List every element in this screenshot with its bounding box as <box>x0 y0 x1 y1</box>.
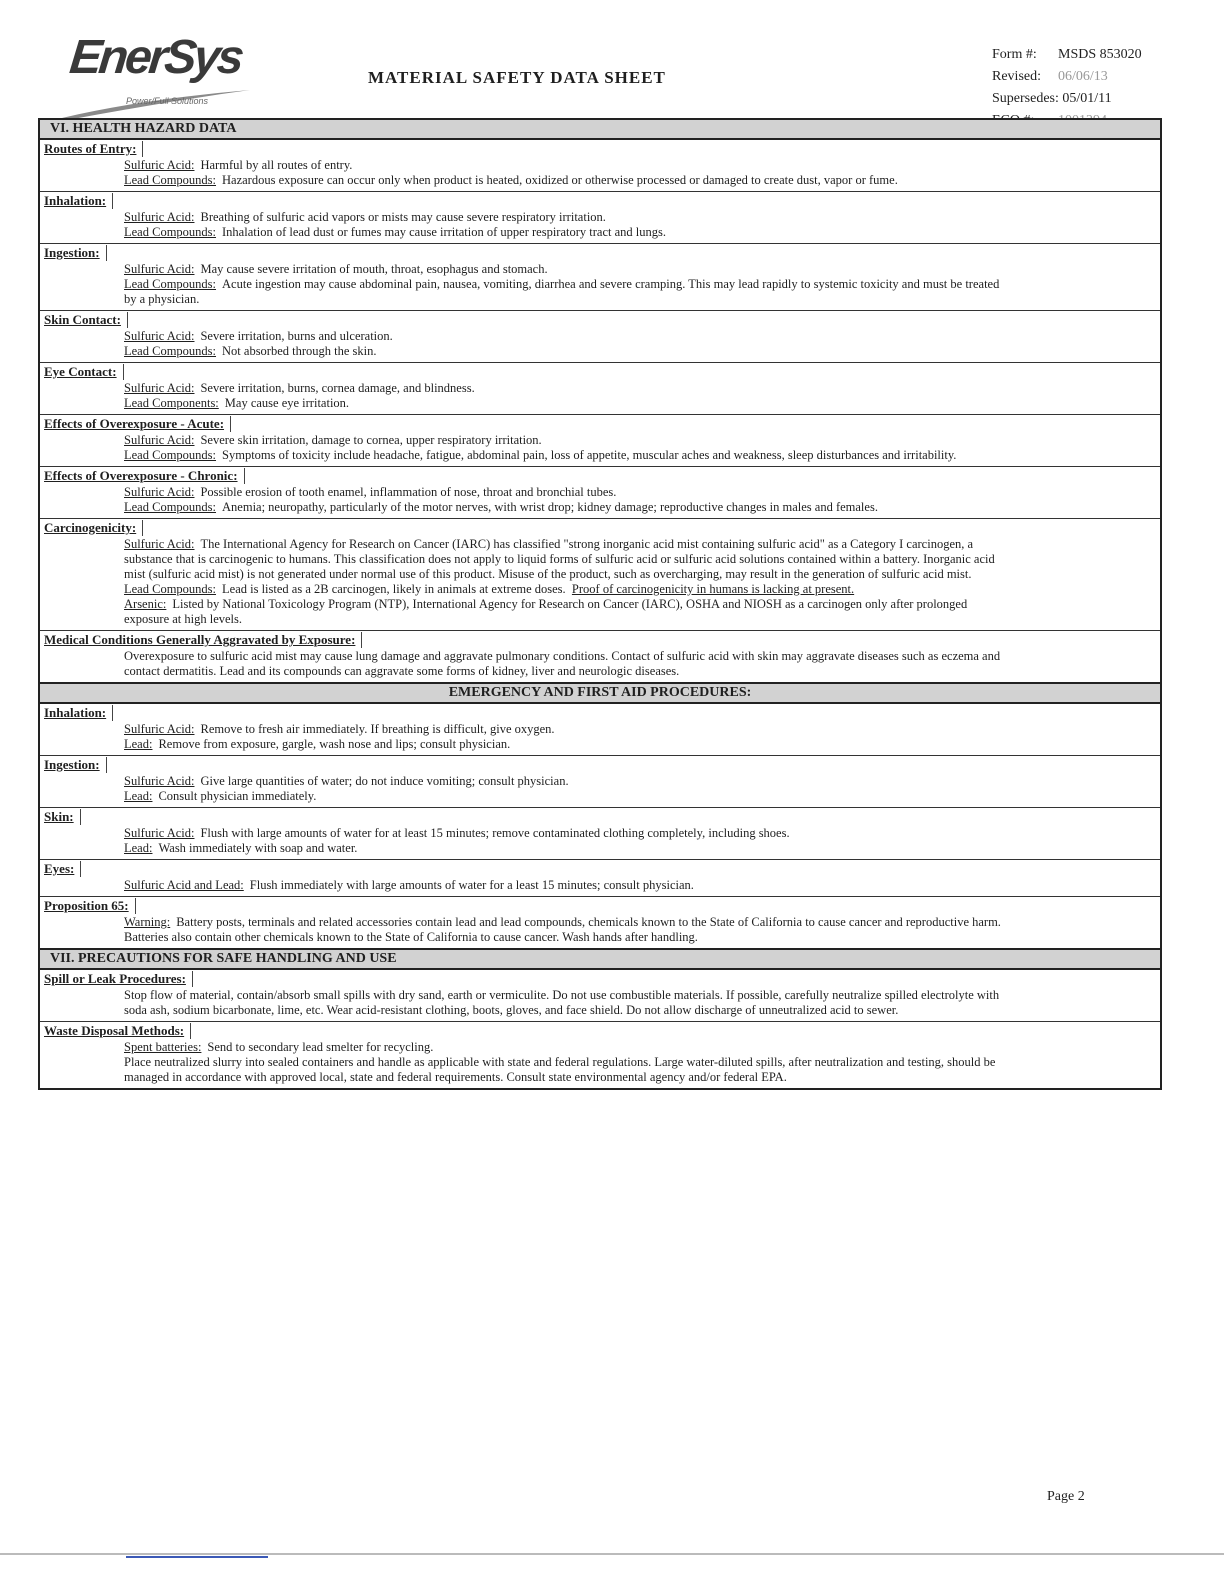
list-item: Sulfuric Acid: Severe skin irritation, damage to cornea, upper respiratory irritation. <box>124 433 542 447</box>
list-item: Lead Compounds: Lead is listed as a 2B carcinogen, likely in animals at extreme doses. Proof of carcinogenicity in humans is lacking at present. <box>124 582 855 596</box>
list-item: Lead: Remove from exposure, gargle, wash nose and lips; consult physician. <box>124 737 511 751</box>
list-item: Lead: Consult physician immediately. <box>124 789 317 803</box>
carcinogenicity: Carcinogenicity: Sulfuric Acid: The International Agency for Research on Cancer (IARC) has classified "strong inorganic acid mist containing sulfuric acid" as a Category I carcinogen, a substance that is carcinogenic to humans. This classification does not apply to liquid forms of sulfuric acid or sulfuric acid solutions contained within a battery. Inorganic acid mist (sulfuric acid mist) is not generated under normal use of this product. Misuse of the product, such as overcharging, may result in the generation of sulfuric acid mist. Lead Compounds: Lead is listed as a 2B carcinogen, likely in animals at extreme doses. Proof of carcinogenicity in humans is lacking at present. Arsenic: Listed by National Toxicology Program (NTP), International Agency for Research on Cancer (IARC), OSHA and NIOSH as a carcinogen only after prolonged exposure at high levels. <box>40 519 1160 631</box>
waste-disposal: Waste Disposal Methods: Spent batteries: Send to secondary lead smelter for recycling. Place neutralized slurry into sealed containers and handle as applicable with state and federal regulations. Large water-diluted spills, after neutralization and testing, should be managed in accordance with approved local, state and federal requirements. Consult state environmental agency and/or federal EPA. <box>40 1022 1160 1088</box>
health-ingestion: Ingestion: Sulfuric Acid: May cause severe irritation of mouth, throat, esophagus and stomach. Lead Compounds: Acute ingestion may cause abdominal pain, nausea, vomiting, diarrhea and severe cramping. This may lead rapidly to systemic toxicity and must be treated by a physician. <box>40 244 1160 311</box>
list-item: Lead Compounds: Hazardous exposure can occur only when product is heated, oxidized or otherwise processed or damaged to create dust, vapor or fume. <box>124 173 898 187</box>
document-title: MATERIAL SAFETY DATA SHEET <box>368 68 666 87</box>
meta-form: Form #: MSDS 853020 <box>992 47 1142 62</box>
medical-conditions: Medical Conditions Generally Aggravated by Exposure: Overexposure to sulfuric acid mist may cause lung damage and aggravate pulmonary conditions. Contact of sulfuric acid with skin may aggravate diseases such as eczema and contact dermatitis. Lead and its compounds can aggravate some forms of kidney, liver and neurologic diseases. <box>40 631 1160 682</box>
firstaid-inhalation: Inhalation: Sulfuric Acid: Remove to fresh air immediately. If breathing is difficult, give oxygen. Lead: Remove from exposure, gargle, wash nose and lips; consult physician. <box>40 704 1160 756</box>
health-eye-contact: Eye Contact: Sulfuric Acid: Severe irritation, burns, cornea damage, and blindness. Lead Components: May cause eye irritation. <box>40 363 1160 415</box>
scan-edge-mark <box>126 1556 268 1558</box>
list-item: Sulfuric Acid: Severe irritation, burns and ulceration. <box>124 329 393 343</box>
logo-tagline: Power/Full Solutions <box>126 96 209 106</box>
health-inhalation: Inhalation: Sulfuric Acid: Breathing of sulfuric acid vapors or mists may cause severe respiratory irritation. Lead Compounds: Inhalation of lead dust or fumes may cause irritation of upper respiratory tract and lungs. <box>40 192 1160 244</box>
msds-table <box>38 118 1162 1090</box>
health-skin-contact: Skin Contact: Sulfuric Acid: Severe irritation, burns and ulceration. Lead Compounds: Not absorbed through the skin. <box>40 311 1160 363</box>
list-item: Sulfuric Acid: May cause severe irritation of mouth, throat, esophagus and stomach. <box>124 262 548 276</box>
list-item: Lead Compounds: Symptoms of toxicity include headache, fatigue, abdominal pain, loss of appetite, muscular aches and weakness, sleep disturbances and irritability. <box>124 448 957 462</box>
routes-of-entry: Routes of Entry: Sulfuric Acid: Harmful by all routes of entry. Lead Compounds: Hazardous exposure can occur only when product is heated, oxidized or otherwise processed or damaged to create dust, vapor or fume. <box>40 140 1160 192</box>
meta-revised: Revised: 06/06/13 <box>992 69 1108 84</box>
list-item: Lead Compounds: Anemia; neuropathy, particularly of the motor nerves, with wrist drop; kidney damage; reproductive changes in males and females. <box>124 500 878 514</box>
overexposure-chronic: Effects of Overexposure - Chronic: Sulfuric Acid: Possible erosion of tooth enamel, inflammation of nose, throat and bronchial tubes. Lead Compounds: Anemia; neuropathy, particularly of the motor nerves, with wrist drop; kidney damage; reproductive changes in males and females. <box>40 467 1160 519</box>
list-item: Lead Compounds: Inhalation of lead dust or fumes may cause irritation of upper respiratory tract and lungs. <box>124 225 666 239</box>
section-7-header: VII. PRECAUTIONS FOR SAFE HANDLING AND USE <box>40 948 1160 970</box>
list-item: Lead Components: May cause eye irritation. <box>124 396 350 410</box>
list-item: Sulfuric Acid: Possible erosion of tooth enamel, inflammation of nose, throat and bronchial tubes. <box>124 485 617 499</box>
firstaid-eyes: Eyes: Sulfuric Acid and Lead: Flush immediately with large amounts of water for a least 15 minutes; consult physician. <box>40 860 1160 897</box>
logo-wordmark: EnerSys <box>67 31 244 84</box>
section-6-header: VI. HEALTH HAZARD DATA <box>40 118 1160 140</box>
scan-edge-divider <box>0 1553 1224 1555</box>
list-item: Sulfuric Acid: Give large quantities of water; do not induce vomiting; consult physician. <box>124 774 569 788</box>
list-item: Arsenic: Listed by National Toxicology Program (NTP), International Agency for Research on Cancer (IARC), OSHA and NIOSH as a carcinogen only after prolonged exposure at high levels. <box>124 597 968 626</box>
list-item: Sulfuric Acid: Flush with large amounts of water for at least 15 minutes; remove contaminated clothing completely, including shoes. <box>124 826 790 840</box>
page-number: Page 2 <box>1047 1489 1085 1504</box>
spill-text: Stop flow of material, contain/absorb small spills with dry sand, earth or vermiculite. Do not use combustible materials. If possible, carefully neutralize spilled electrolyte with soda ash, sodium bicarbonate, lime, etc. Wear acid-resistant clothing, boots, gloves, and face shield. Do not allow discharge of unneutralized acid to sewer. <box>124 988 1000 1017</box>
list-item: Sulfuric Acid: Severe irritation, burns, cornea damage, and blindness. <box>124 381 475 395</box>
firstaid-ingestion: Ingestion: Sulfuric Acid: Give large quantities of water; do not induce vomiting; consult physician. Lead: Consult physician immediately. <box>40 756 1160 808</box>
list-item: Sulfuric Acid: Breathing of sulfuric acid vapors or mists may cause severe respiratory irritation. <box>124 210 606 224</box>
list-item: Sulfuric Acid: Harmful by all routes of entry. <box>124 158 353 172</box>
list-item: Sulfuric Acid and Lead: Flush immediately with large amounts of water for a least 15 minutes; consult physician. <box>124 878 694 892</box>
list-item: Lead: Wash immediately with soap and water. <box>124 841 358 855</box>
waste-text: Place neutralized slurry into sealed containers and handle as applicable with state and federal regulations. Large water-diluted spills, after neutralization and testing, should be managed in accordance with approved local, state and federal requirements. Consult state environmental agency and/or federal EPA. <box>124 1055 996 1084</box>
proposition-65: Proposition 65: Warning: Battery posts, terminals and related accessories contain lead and lead compounds, chemicals known to the State of California to cause cancer and reproductive harm. Batteries also contain other chemicals known to the State of California to cause cancer. Wash hands after handling. <box>40 897 1160 948</box>
carcinogenicity-note: Proof of carcinogenicity in humans is lacking at present. <box>571 582 855 596</box>
list-item: Sulfuric Acid: Remove to fresh air immediately. If breathing is difficult, give oxygen. <box>124 722 555 736</box>
list-item: Spent batteries: Send to secondary lead smelter for recycling. <box>124 1040 434 1054</box>
list-item: Warning: Battery posts, terminals and related accessories contain lead and lead compounds, chemicals known to the State of California to cause cancer and reproductive harm. Batteries also contain other chemicals known to the State of California to cause cancer. Wash hands after handling. <box>124 915 1001 944</box>
meta-supersedes: Supersedes: 05/01/11 <box>992 91 1112 106</box>
firstaid-skin: Skin: Sulfuric Acid: Flush with large amounts of water for at least 15 minutes; remove contaminated clothing completely, including shoes. Lead: Wash immediately with soap and water. <box>40 808 1160 860</box>
list-item: Lead Compounds: Not absorbed through the skin. <box>124 344 377 358</box>
list-item: Sulfuric Acid: The International Agency for Research on Cancer (IARC) has classified "strong inorganic acid mist containing sulfuric acid" as a Category I carcinogen, a substance that is carcinogenic to humans. This classification does not apply to liquid forms of sulfuric acid or sulfuric acid solutions contained within a battery. Inorganic acid mist (sulfuric acid mist) is not generated under normal use of this product. Misuse of the product, such as overcharging, may result in the generation of sulfuric acid mist. <box>124 537 995 581</box>
spill-procedures: Spill or Leak Procedures: Stop flow of material, contain/absorb small spills with dry sand, earth or vermiculite. Do not use combustible materials. If possible, carefully neutralize spilled electrolyte with soda ash, sodium bicarbonate, lime, etc. Wear acid-resistant clothing, boots, gloves, and face shield. Do not allow discharge of unneutralized acid to sewer. <box>40 970 1160 1022</box>
overexposure-acute: Effects of Overexposure - Acute: Sulfuric Acid: Severe skin irritation, damage to cornea, upper respiratory irritation. Lead Compounds: Symptoms of toxicity include headache, fatigue, abdominal pain, loss of appetite, muscular aches and weakness, sleep disturbances and irritability. <box>40 415 1160 467</box>
list-item: Lead Compounds: Acute ingestion may cause abdominal pain, nausea, vomiting, diarrhea and severe cramping. This may lead rapidly to systemic toxicity and must be treated by a physician. <box>124 277 1000 306</box>
emergency-header: EMERGENCY AND FIRST AID PROCEDURES: <box>40 682 1160 704</box>
medical-conditions-text: Overexposure to sulfuric acid mist may cause lung damage and aggravate pulmonary conditions. Contact of sulfuric acid with skin may aggravate diseases such as eczema and contact dermatitis. Lead and its compounds can aggravate some forms of kidney, liver and neurologic diseases. <box>124 649 1001 678</box>
enersys-logo <box>62 30 252 114</box>
